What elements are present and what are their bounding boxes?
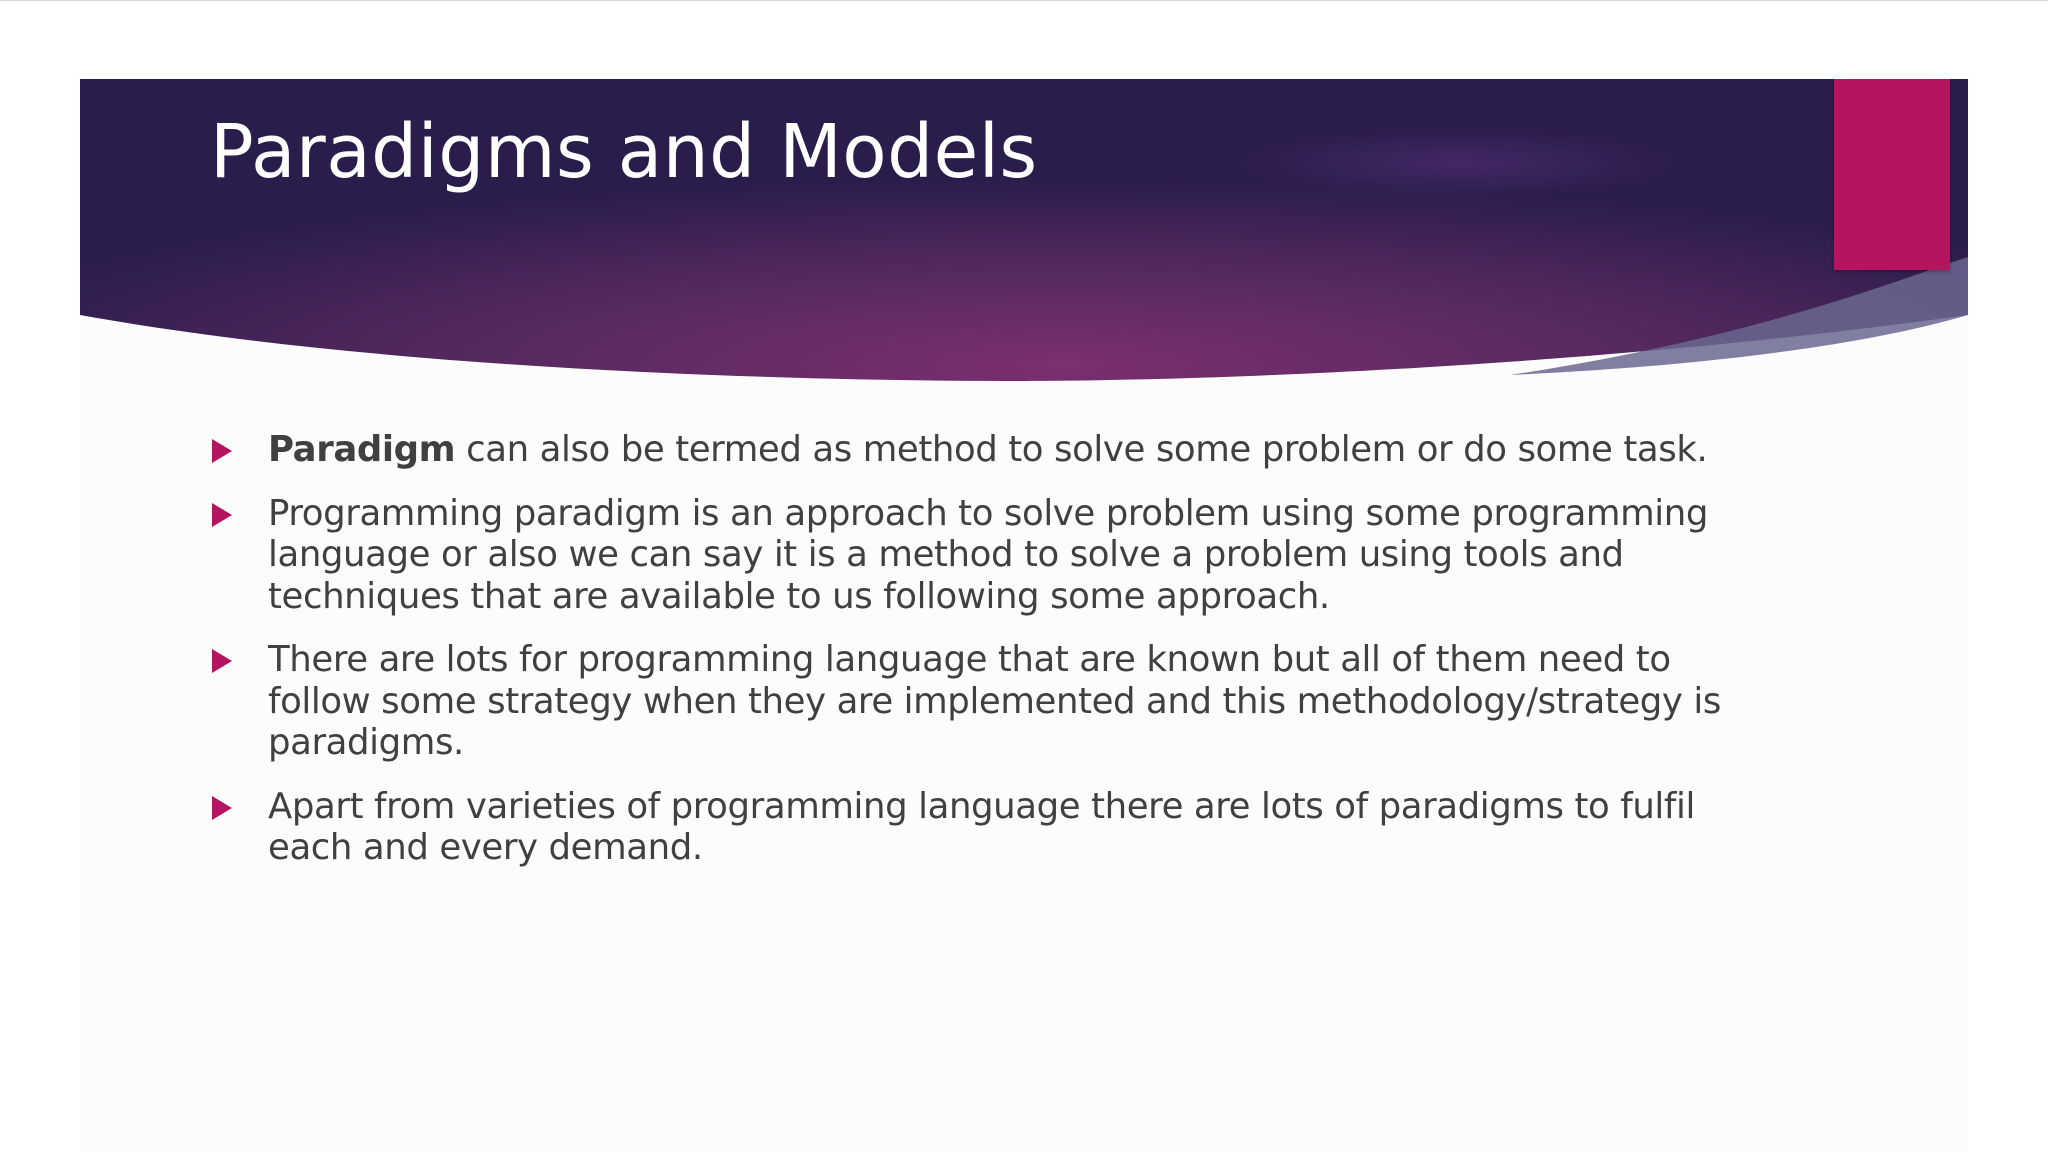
window-top-border xyxy=(0,0,2048,1)
triangle-right-icon xyxy=(212,503,232,527)
triangle-right-icon xyxy=(212,649,232,673)
slide-title: Paradigms and Models xyxy=(210,109,1038,195)
bullet-keyword: Paradigm xyxy=(268,429,456,470)
bullet-item xyxy=(210,786,1750,869)
bullet-item xyxy=(210,493,1750,618)
accent-tab xyxy=(1834,79,1950,270)
bullet-list xyxy=(210,429,1750,891)
bullet-text: can also be termed as method to solve some problem or do some task. xyxy=(455,429,1708,470)
bullet-text: Programming paradigm is an approach to solve problem using some programming language or also we can say it is a method to solve a problem using tools and techniques that are available to us following some approach. xyxy=(268,492,1708,617)
triangle-right-icon xyxy=(212,439,232,463)
bullet-text: Apart from varieties of programming language there are lots of paradigms to fulfil each and every demand. xyxy=(268,785,1695,868)
triangle-right-icon xyxy=(212,796,232,820)
bullet-text: There are lots for programming language that are known but all of them need to follow some strategy when they are implemented and this methodology/strategy is paradigms. xyxy=(268,639,1721,763)
presentation-slide xyxy=(80,79,1968,1152)
bullet-item xyxy=(210,429,1750,471)
bullet-item xyxy=(210,639,1750,764)
